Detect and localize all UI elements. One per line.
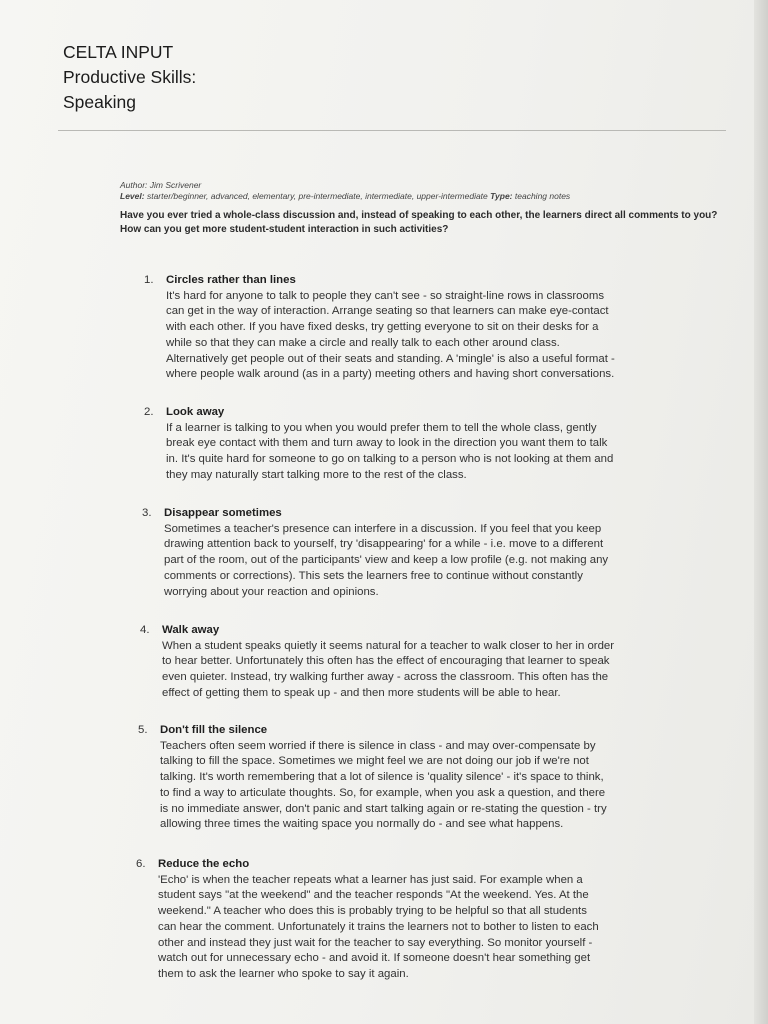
item-text: Teachers often seem worried if there is silence in class - and may over-compensate by talking to fill the space. Sometimes we might feel we are not doing our job if we're not talking. It's worth remembering that a lot of silence is 'quality silence' - it's space to think, to find a way to articulate thoughts. So, for example, when you ask a question, and there is no immediate answer, don't panic and start talking again or re-stating the question - try allowing three times the waiting space you normally do - and see what happens. <box>160 739 607 831</box>
item-number: 1. <box>144 274 154 286</box>
level-values: starter/beginner, advanced, elementary, pre-intermediate, intermediate, upper-intermediate <box>146 191 488 201</box>
author-row <box>120 180 732 191</box>
list-item <box>144 273 704 383</box>
item-heading: Don't fill the silence <box>160 724 268 736</box>
title-line: Productive Skills: <box>63 67 197 87</box>
level-label: Level: <box>120 191 145 201</box>
document-meta <box>120 180 732 202</box>
list-item <box>142 506 702 600</box>
author-label: Author: <box>120 180 148 190</box>
item-number: 2. <box>144 406 154 418</box>
level-row <box>120 191 732 202</box>
item-heading: Walk away <box>162 624 220 636</box>
item-text: It's hard for anyone to talk to people they can't see - so straight-line rows in classrooms can get in the way of interaction. Arrange seating so that learners can make eye-contact with each other. If you have fixed desks, try getting everyone to sit on their desks for a while so that they can make a circle and really talk to each other around class. Alternatively get people out of their seats and standing. A 'mingle' is also a useful format - where people walk around (as in a party) meeting others and having short conversations. <box>166 289 615 381</box>
type-label: Type: <box>490 191 513 201</box>
type-value: teaching notes <box>514 191 571 201</box>
divider-line <box>58 130 726 131</box>
author-name: Jim Scrivener <box>149 180 202 190</box>
title-line: CELTA INPUT <box>63 42 174 62</box>
item-heading: Reduce the echo <box>158 858 250 870</box>
list-item <box>138 723 698 833</box>
item-heading: Circles rather than lines <box>166 274 296 286</box>
title-line: Speaking <box>63 92 136 112</box>
item-heading: Disappear sometimes <box>164 507 282 519</box>
item-text: Sometimes a teacher's presence can interfere in a discussion. If you feel that you keep drawing attention back to yourself, try 'disappearing' for a while - i.e. move to a different part of the room, out of the participants' view and keep a low profile (e.g. not making any comments or corrections). This sets the learners free to continue without constantly worrying about your reaction and opinions. <box>164 522 609 598</box>
item-text: 'Echo' is when the teacher repeats what a learner has just said. For example when a student says "at the weekend" and the teacher responds "At the weekend. Yes. At the weekend." A teacher who does this is probably trying to be helpful so that all students can hear the comment. Unfortunately it trains the learners not to bother to listen to each other and instead they just wait for the teacher to say everything. So monitor yourself - watch out for unnecessary echo - and avoid it. If someone doesn't hear something get them to ask the learner who spoke to say it again. <box>158 873 599 980</box>
item-heading: Look away <box>166 406 225 418</box>
list-item <box>144 405 704 484</box>
item-number: 3. <box>142 507 152 519</box>
list-item <box>136 857 696 983</box>
item-number: 4. <box>140 624 150 636</box>
intro-question: Have you ever tried a whole-class discussion and, instead of speaking to each other, the learners direct all comments to you? How can you get more student-student interaction in such activities? <box>120 210 718 235</box>
item-number: 6. <box>136 858 146 870</box>
item-number: 5. <box>138 724 148 736</box>
paper-edge-shadow <box>754 0 768 1024</box>
document-title <box>63 40 196 115</box>
item-text: If a learner is talking to you when you would prefer them to tell the whole class, gently break eye contact with them and turn away to look in the direction you want them to talk in. It's quite hard for someone to go on talking to a person who is not looking at them and they may naturally start talking more to the rest of the class. <box>166 421 614 481</box>
item-text: When a student speaks quietly it seems natural for a teacher to walk closer to her in order to hear better. Unfortunately this often has the effect of encouraging that learner to speak even quieter. Instead, try walking further away - across the classroom. This often has the effect of getting them to speak up - and then more students will be able to hear. <box>162 639 615 699</box>
list-item <box>140 623 700 702</box>
